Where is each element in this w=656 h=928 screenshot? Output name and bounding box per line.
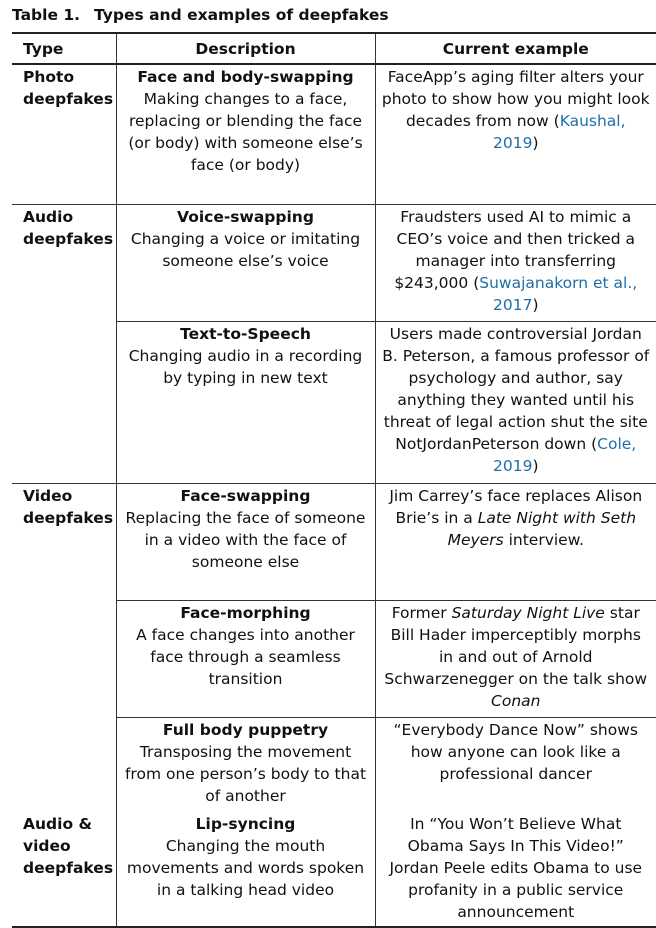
row-description [116,321,375,483]
row-example: “Everybody Dance Now” shows how anyone can look like a professional dancer [375,717,656,812]
row-description [116,812,375,927]
table-header-row [12,33,656,64]
description-title: Face and body-swapping [137,68,354,86]
row-type: Audio deepfakes [12,204,116,483]
row-type: Photo deepfakes [12,64,116,204]
example-text-mid: star Bill Hader imperceptibly morphs in and out of Arnold Schwarzenegger on the talk show [384,603,648,688]
row-example [375,64,656,204]
table-title: Types and examples of deepfakes [94,6,389,24]
table-row [12,64,656,204]
row-description [116,483,375,600]
header-description: Description [116,33,375,64]
example-show-title-2: Conan [491,691,541,710]
description-text: Changing audio in a recording by typing in new text [128,346,363,387]
example-close: ) [532,456,539,475]
table-row [12,204,656,321]
table-row [12,812,656,927]
example-show-title: Late Night with Seth Meyers [447,508,637,549]
description-title: Face-swapping [180,486,311,505]
citation-link[interactable]: Suwajanakorn et al., 2017 [479,273,638,314]
table-row [12,483,656,600]
example-text: Former [391,603,452,622]
example-close: ) [532,295,539,314]
description-title: Face-morphing [180,603,311,622]
table-caption [12,6,389,24]
row-example [375,204,656,321]
row-type: Audio & video deepfakes [12,812,116,927]
description-title: Full body puppetry [162,720,329,739]
row-type: Video deepfakes [23,486,114,527]
citation-link[interactable]: Cole, 2019 [492,434,637,475]
example-text: Users made controversial Jordan B. Peterson, a famous professor of psychology and author, say anything they wanted until his threat of legal action shut the site NotJordanPeterson down ( [382,324,650,453]
row-description [116,64,375,204]
description-text: A face changes into another face through a seamless transition [136,625,355,688]
example-text-end: interview. [503,530,584,549]
table-number: Table 1. [12,6,81,24]
description-title: Lip-syncing [195,815,296,833]
row-description [116,600,375,717]
row-description [116,717,375,812]
description-text: Making changes to a face, replacing or blending the face (or body) with someone else’s face (or body) [128,90,363,174]
description-text: Changing a voice or imitating someone else’s voice [130,229,361,270]
header-type: Type [12,33,116,64]
header-example: Current example [375,33,656,64]
example-text: Jim Carrey’s face replaces Alison Brie’s in a [389,486,643,527]
row-example [375,600,656,717]
description-title: Voice-swapping [177,207,314,226]
example-close: ) [532,134,539,152]
example-text: FaceApp’s aging filter alters your photo to show how you might look decades from now ( [381,68,650,130]
row-example [375,321,656,483]
citation-link[interactable]: Kaushal, 2019 [492,112,626,152]
deepfakes-table [12,32,656,928]
description-text: Replacing the face of someone in a video with the face of someone else [125,508,366,571]
description-text: Changing the mouth movements and words spoken in a talking head video [126,837,365,899]
example-show-title: Saturday Night Live [451,603,605,622]
description-title: Text-to-Speech [180,324,311,343]
example-text: Fraudsters used AI to mimic a CEO’s voice and then tricked a manager into transferring $243,000 ( [394,207,635,292]
row-example [375,483,656,600]
description-text: Transposing the movement from one person’s body to that of another [124,742,367,805]
row-example: In “You Won’t Believe What Obama Says In This Video!” Jordan Peele edits Obama to use profanity in a public service announcement [375,812,656,927]
row-description [116,204,375,321]
